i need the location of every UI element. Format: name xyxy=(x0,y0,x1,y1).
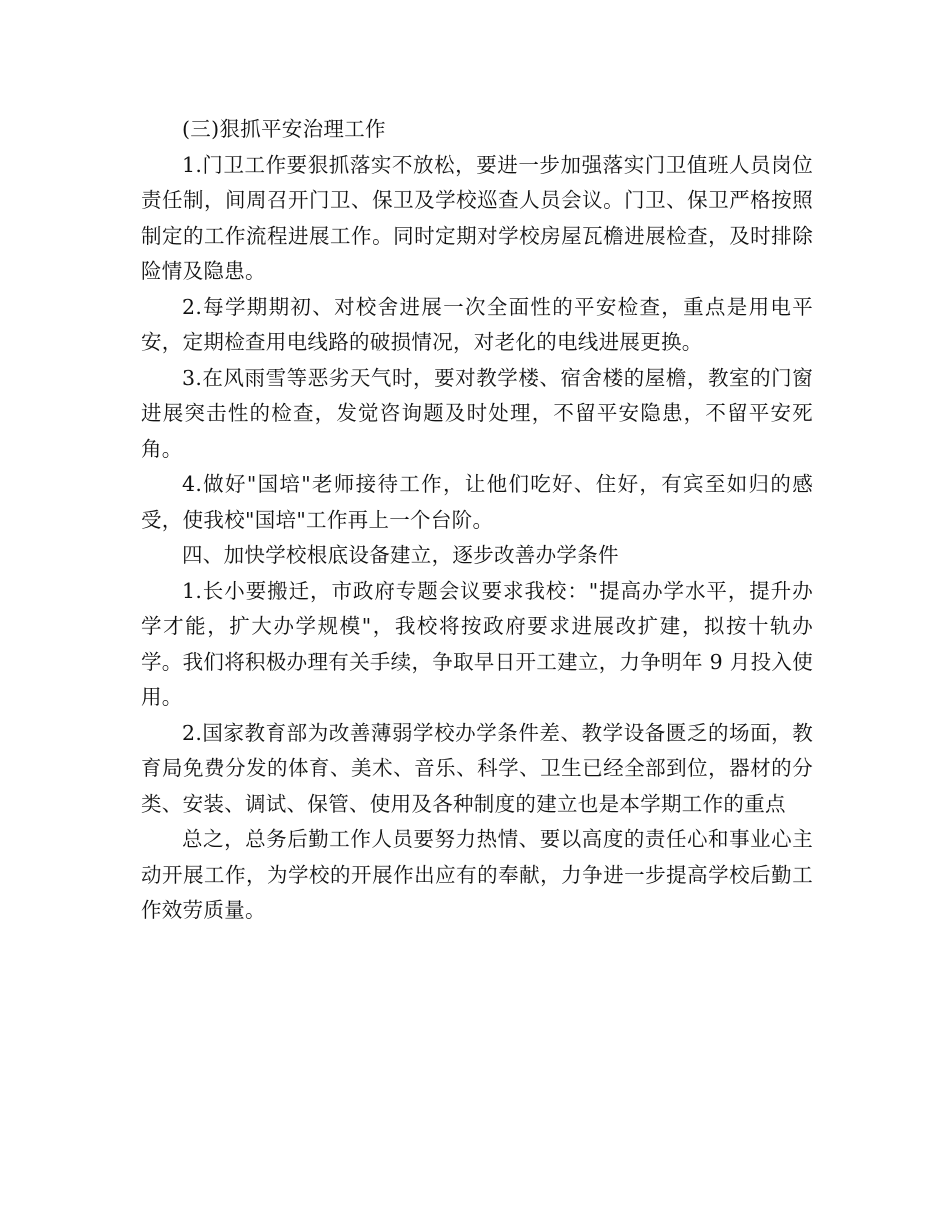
paragraph-building-inspection: 2.每学期期初、对校舍进展一次全面性的平安检查，重点是用电平安，定期检查用电线路的破损情况，对老化的电线进展更换。 xyxy=(141,294,813,354)
paragraph-relocation: 1.长小要搬迁，市政府专题会议要求我校："提高办学水平，提升办学才能，扩大办学规模"，我校将按政府要求进展改扩建，拟按十轨办学。我们将积极办理有关手续，争取早日开工建立，力争明年 9 月投入使用。 xyxy=(141,578,813,709)
paragraph-weather-inspection: 3.在风雨雪等恶劣天气时，要对教学楼、宿舍楼的屋檐，教室的门窗进展突击性的检查，发觉咨询题及时处理，不留平安隐患，不留平安死角。 xyxy=(141,365,813,461)
document-body xyxy=(141,112,813,929)
paragraph-teacher-reception: 4.做好"国培"老师接待工作，让他们吃好、住好，有宾至如归的感受，使我校"国培"工作再上一个台阶。 xyxy=(141,472,813,532)
paragraph-conclusion: 总之，总务后勤工作人员要努力热情、要以高度的责任心和事业心主动开展工作，为学校的开展作出应有的奉献，力争进一步提高学校后勤工作效劳质量。 xyxy=(141,827,813,922)
section-heading-facilities: 四、加快学校根底设备建立，逐步改善办学条件 xyxy=(182,543,619,567)
section-heading-safety: (三)狠抓平安治理工作 xyxy=(182,117,386,141)
paragraph-gatekeeping: 1.门卫工作要狠抓落实不放松，要进一步加强落实门卫值班人员岗位责任制，间周召开门卫、保卫及学校巡查人员会议。门卫、保卫严格按照制定的工作流程进展工作。同时定期对学校房屋瓦檐进展检查，及时排除险情及隐患。 xyxy=(141,152,813,283)
paragraph-equipment: 2.国家教育部为改善薄弱学校办学条件差、教学设备匮乏的场面，教育局免费分发的体育、美术、音乐、科学、卫生已经全部到位，器材的分类、安装、调试、保管、使用及各种制度的建立也是本学期工作的重点 xyxy=(141,720,813,816)
